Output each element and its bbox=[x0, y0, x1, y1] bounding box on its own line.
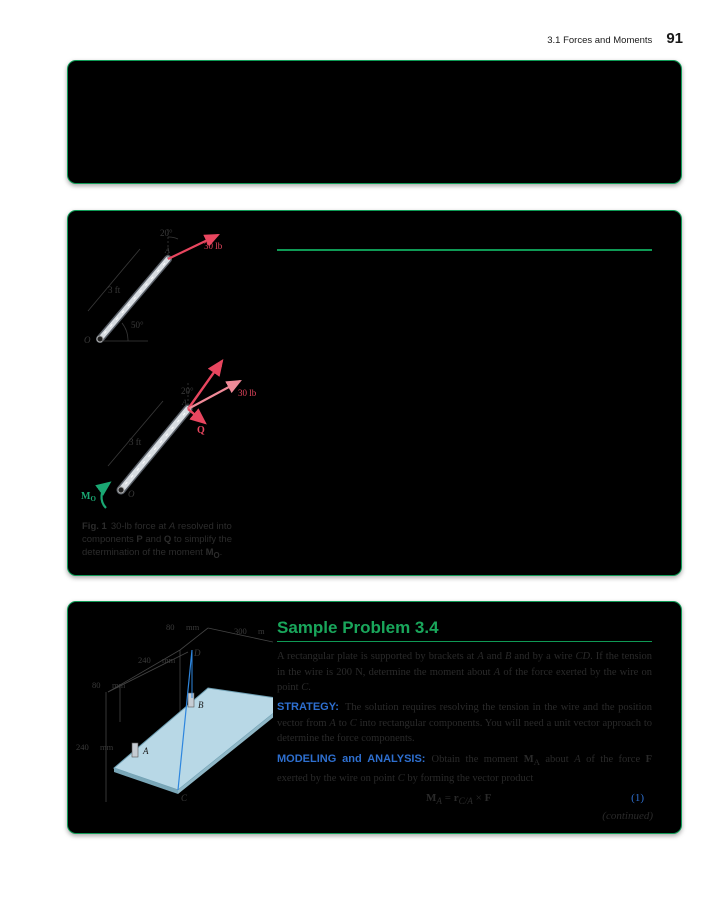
problem-statement: A rectangular plate is supported by brackets at A and B and by a wire CD. If the tension in the wire is 200 N, determine the moment about A of the force exerted by the wire on point C. bbox=[277, 651, 652, 693]
lower-lever bbox=[101, 361, 240, 508]
length-label-mid: 3 ft bbox=[129, 437, 142, 447]
equation-expression: $M_A = r_{C/A} \times F$ bbox=[426, 792, 492, 807]
caption-text: 30-lb force at A resolved into components P and Q to simplify the determination of the moment $M_O$. bbox=[82, 521, 232, 560]
dim-240-top: 240 bbox=[138, 655, 151, 665]
label-P: P bbox=[216, 363, 223, 374]
green-rule bbox=[277, 249, 652, 251]
unit-mm-3: mm bbox=[162, 655, 176, 665]
strategy-paragraph: STRATEGY: The solution requires resolving the tension in the wire and the position vector from A to C into rectangular components. You will need a unit vector approach to determine the force components. bbox=[277, 701, 652, 744]
bracket-B bbox=[188, 693, 194, 707]
figure-panel bbox=[67, 210, 682, 576]
top-panel bbox=[67, 60, 682, 184]
unit-mm-2: m bbox=[258, 626, 265, 636]
dim-300: 300 bbox=[234, 626, 247, 636]
running-head bbox=[547, 30, 683, 47]
point-A: A bbox=[143, 746, 149, 756]
unit-mm-4: mm bbox=[112, 680, 126, 690]
section-title: 3.1 Forces and Moments bbox=[547, 35, 653, 46]
page-number: 91 bbox=[666, 30, 683, 47]
unit-mm-1: mm bbox=[186, 622, 200, 632]
dim-240-left: 240 bbox=[76, 742, 89, 752]
point-C: C bbox=[181, 793, 188, 803]
angle-label-top: 20° bbox=[160, 228, 173, 238]
continued-note: (continued) bbox=[602, 810, 653, 822]
angle-label-base: 50° bbox=[131, 320, 144, 330]
point-A-bottom: A bbox=[182, 398, 187, 407]
force-label-mid: 30 lb bbox=[238, 388, 257, 398]
point-D: D bbox=[194, 648, 201, 658]
figure-caption bbox=[82, 520, 268, 562]
modeling-paragraph: MODELING and ANALYSIS: Obtain the moment $M_A$ about A of the force F exerted by the wire on point C by forming the vector product bbox=[277, 753, 653, 784]
sample-problem-panel bbox=[67, 601, 682, 834]
force-label-top: 30 lb bbox=[204, 241, 223, 251]
equation-number: (1) bbox=[631, 792, 644, 804]
strategy-heading: STRATEGY: bbox=[277, 701, 339, 713]
point-A-top: A bbox=[165, 246, 170, 255]
angle-label-mid: 20° bbox=[181, 386, 194, 396]
point-O-top: O bbox=[84, 335, 91, 345]
label-Q: Q bbox=[197, 425, 205, 436]
modeling-heading: MODELING and ANALYSIS: bbox=[277, 753, 426, 765]
point-B: B bbox=[198, 700, 204, 710]
point-O-bottom: O bbox=[128, 489, 135, 499]
unit-mm-5: mm bbox=[100, 742, 114, 752]
sample-problem-title: Sample Problem 3.4 bbox=[277, 618, 652, 642]
moment-label: $M_O$ bbox=[81, 491, 96, 503]
caption-number: Fig. 1 bbox=[82, 521, 107, 532]
length-label-top: 3 ft bbox=[108, 285, 121, 295]
bracket-A bbox=[132, 743, 138, 757]
dim-80-left: 80 bbox=[92, 680, 101, 690]
dim-80-top: 80 bbox=[166, 622, 175, 632]
plate-diagram bbox=[68, 602, 273, 833]
